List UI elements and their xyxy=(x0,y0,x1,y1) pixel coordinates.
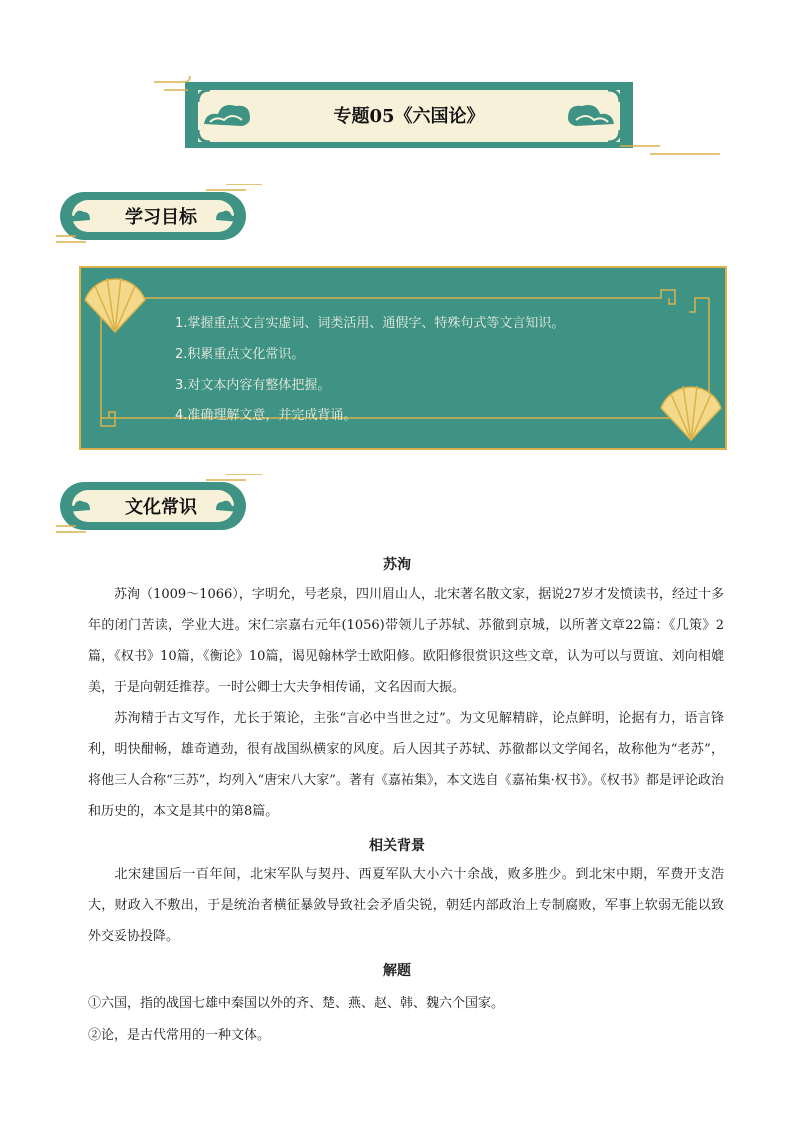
goal-item: 4.准确理解文意，并完成背诵。 xyxy=(175,408,357,423)
author-paragraph-1 xyxy=(88,579,724,703)
background-paragraph-text: 北宋建国后一百年间，北宋军队与契丹、西夏军队大小六十余战，败多胜少。到北宋中期，军费开支浩大，财政入不敷出，于是统治者横征暴敛导致社会矛盾尖锐，朝廷内部政治上专制腐败，军事上软弱无能以致外交妥协投降。 xyxy=(88,867,724,944)
goal-item: 1.掌握重点文言实虚词、词类活用、通假字、特殊句式等文言知识。 xyxy=(175,316,565,331)
explain-heading: 解题 xyxy=(383,963,411,979)
title-gold-lines xyxy=(150,62,730,162)
shell-fan-icon xyxy=(657,382,725,442)
author-paragraph-2-text: 苏洵精于古文写作，尤长于策论，主张“言必中当世之过”。为文见解精辟，论点鲜明，论据有力，语言锋利，明快酣畅，雄奇遒劲，很有战国纵横家的风度。后人因其子苏轼、苏徹都以文学闻名，故称他为“老苏”，将他三人合称“三苏”，均列入“唐宋八大家”。著有《嘉祐集》，本文选自《嘉祐集·权书》。《权书》都是评论政治和历史的，本文是其中的第8篇。 xyxy=(88,711,724,819)
section-header-culture xyxy=(56,474,266,538)
goals-panel xyxy=(79,266,727,450)
background-paragraph xyxy=(88,859,724,952)
page-title: 专题05《六国论》 xyxy=(333,106,485,127)
explain-item-2: ②论，是古代常用的一种文体。 xyxy=(88,1028,271,1043)
shell-fan-icon xyxy=(81,274,149,334)
section-label-culture: 文化常识 xyxy=(125,497,197,518)
section-header-goals xyxy=(56,184,266,248)
background-heading: 相关背景 xyxy=(369,838,425,854)
goal-item: 3.对文本内容有整体把握。 xyxy=(175,378,331,393)
explain-item-1: ①六国，指的战国七雄中秦国以外的齐、楚、燕、赵、韩、魏六个国家。 xyxy=(88,996,505,1011)
author-paragraph-1-text: 苏洵（1009～1066），字明允，号老泉，四川眉山人，北宋著名散文家，据说27岁才发愤读书，经过十多年的闭门苦读，学业大进。宋仁宗嘉右元年(1056)带领儿子苏轼、苏徹到京城，以所著文章22篇：《几策》2篇，《权书》10篇，《衡论》10篇，谒见翰林学士欧阳修。欧阳修很赏识这些文章，认为可以与贾谊、刘向相媲美，于是向朝廷推荐。一时公卿士大夫争相传诵，文名因而大振。 xyxy=(88,587,724,695)
author-paragraph-2 xyxy=(88,703,724,827)
goal-item: 2.积累重点文化常识。 xyxy=(175,347,305,362)
section-label-goals: 学习目标 xyxy=(125,207,197,228)
author-heading: 苏洵 xyxy=(383,557,411,573)
